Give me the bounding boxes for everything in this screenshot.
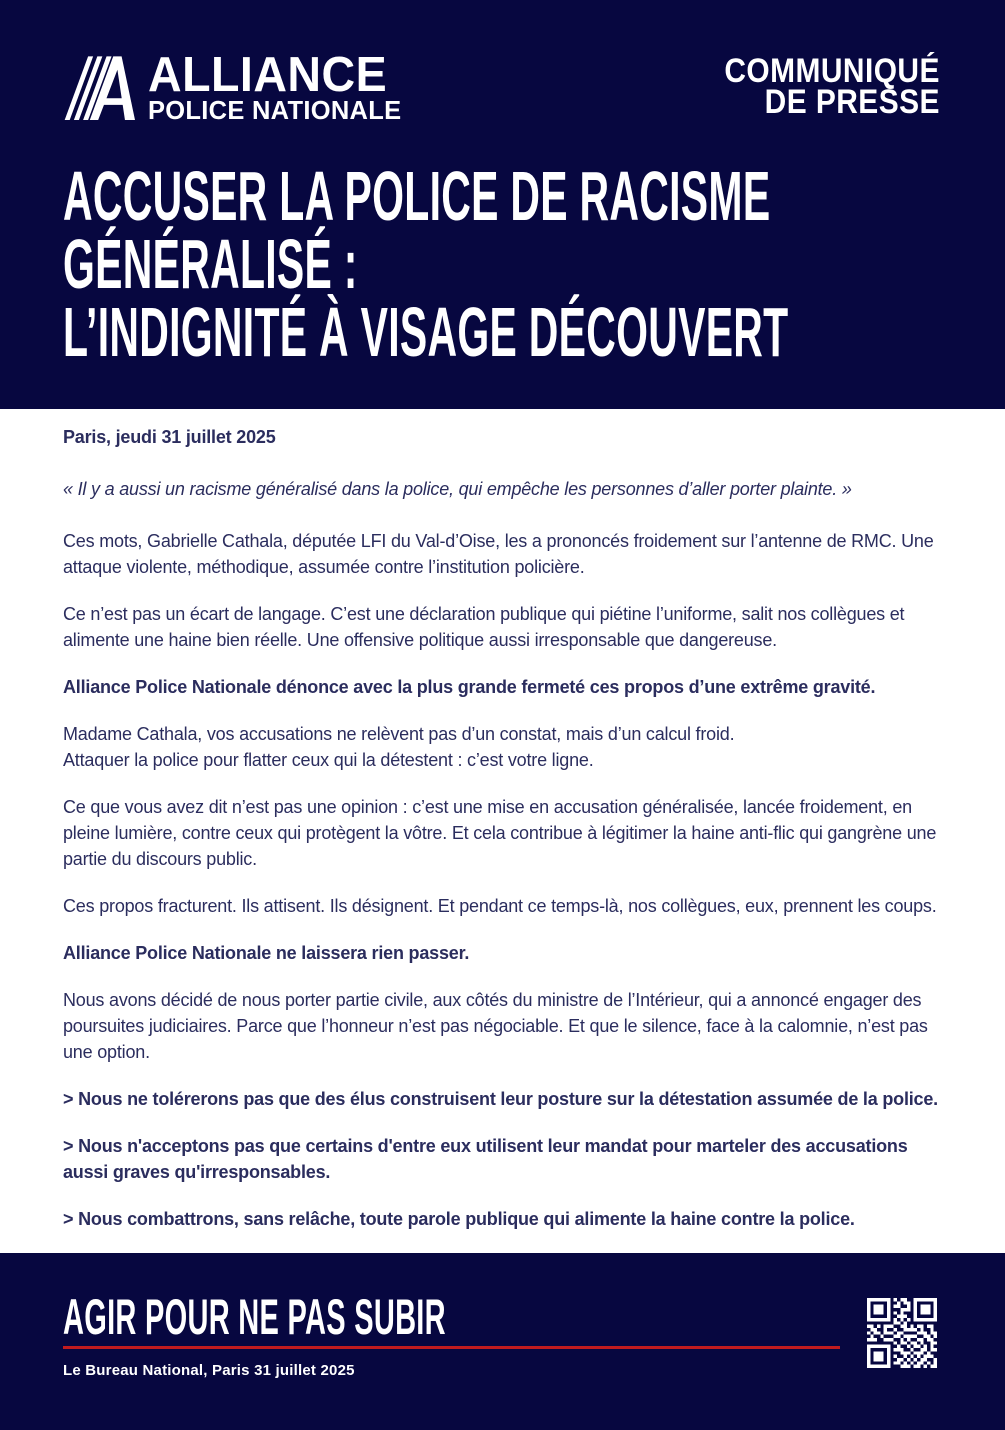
headline-line2: GÉNÉRALISÉ :: [63, 225, 358, 303]
paragraph: Nous avons décidé de nous porter partie civile, aux côtés du ministre de l’Intérieur, qui a annoncé engager des poursuites judiciaires. Parce que l’honneur n’est pas négociable. Et que le silence, face à la calomnie, n’est pas une option.: [63, 990, 928, 1062]
paragraph: > Nous combattrons, sans relâche, toute parole publique qui alimente la haine contre la police.: [63, 1209, 855, 1229]
footer: [0, 1253, 1005, 1430]
header: [0, 0, 1005, 409]
qr-code-icon: [867, 1298, 937, 1368]
paragraph: Alliance Police Nationale dénonce avec la plus grande fermeté ces propos d’une extrême gravité.: [63, 677, 876, 697]
headline-line3: L’INDIGNITÉ À VISAGE DÉCOUVERT: [63, 293, 789, 371]
paragraph: Ce que vous avez dit n’est pas une opinion : c’est une mise en accusation généralisée, lancée froidement, en pleine lumière, contre ceux qui protègent la vôtre. Et cela contribue à légitimer la haine anti-flic qui gangrène une partie du discours public.: [63, 797, 937, 869]
paragraph: « Il y a aussi un racisme généralisé dans la police, qui empêche les personnes d’aller porter plainte. »: [63, 479, 852, 499]
header-top: [63, 48, 940, 126]
headline-line1: ACCUSER LA POLICE DE RACISME: [63, 157, 771, 235]
logo-name: ALLIANCE: [148, 48, 388, 102]
paragraph: Alliance Police Nationale ne laissera rien passer.: [63, 943, 470, 963]
paragraph: Madame Cathala, vos accusations ne relèvent pas d’un constat, mais d’un calcul froid. Attaquer la police pour flatter ceux qui la détestent : c’est votre ligne.: [63, 724, 735, 770]
paragraph: Ces propos fracturent. Ils attisent. Ils désignent. Et pendant ce temps-là, nos collègues, eux, prennent les coups.: [63, 896, 937, 916]
paragraph: Ces mots, Gabrielle Cathala, députée LFI du Val-d’Oise, les a prononcés froidement sur l’antenne de RMC. Une attaque violente, méthodique, assumée contre l’institution policière.: [63, 531, 934, 577]
headline: [63, 157, 789, 371]
paragraph: > Nous n'acceptons pas que certains d'entre eux utilisent leur mandat pour marteler des accusations aussi graves qu'irresponsables.: [63, 1136, 908, 1182]
paragraph: Ce n’est pas un écart de langage. C’est une déclaration publique qui piétine l’uniforme, salit nos collègues et alimente une haine bien réelle. Une offensive politique aussi irresponsable que dangereuse.: [63, 604, 905, 650]
dateline: Paris, jeudi 31 juillet 2025: [63, 427, 276, 447]
press-release-label: [724, 52, 940, 121]
paragraph: > Nous ne tolérerons pas que des élus construisent leur posture sur la détestation assumée de la police.: [63, 1089, 938, 1109]
alliance-logo: [63, 48, 407, 126]
alliance-a-icon: [63, 52, 135, 126]
red-divider: [63, 1346, 840, 1349]
footer-slogan: AGIR POUR NE PAS SUBIR: [63, 1289, 446, 1345]
press-release-line1: COMMUNIQUÉ: [724, 52, 940, 90]
logo-subtitle: POLICE NATIONALE: [148, 95, 402, 125]
body: [0, 409, 1005, 1253]
body-paragraphs: [63, 476, 947, 1232]
footer-signature: Le Bureau National, Paris 31 juillet 2025: [63, 1362, 355, 1379]
press-release-line2: DE PRESSE: [764, 83, 940, 121]
logo-text: [148, 48, 407, 125]
